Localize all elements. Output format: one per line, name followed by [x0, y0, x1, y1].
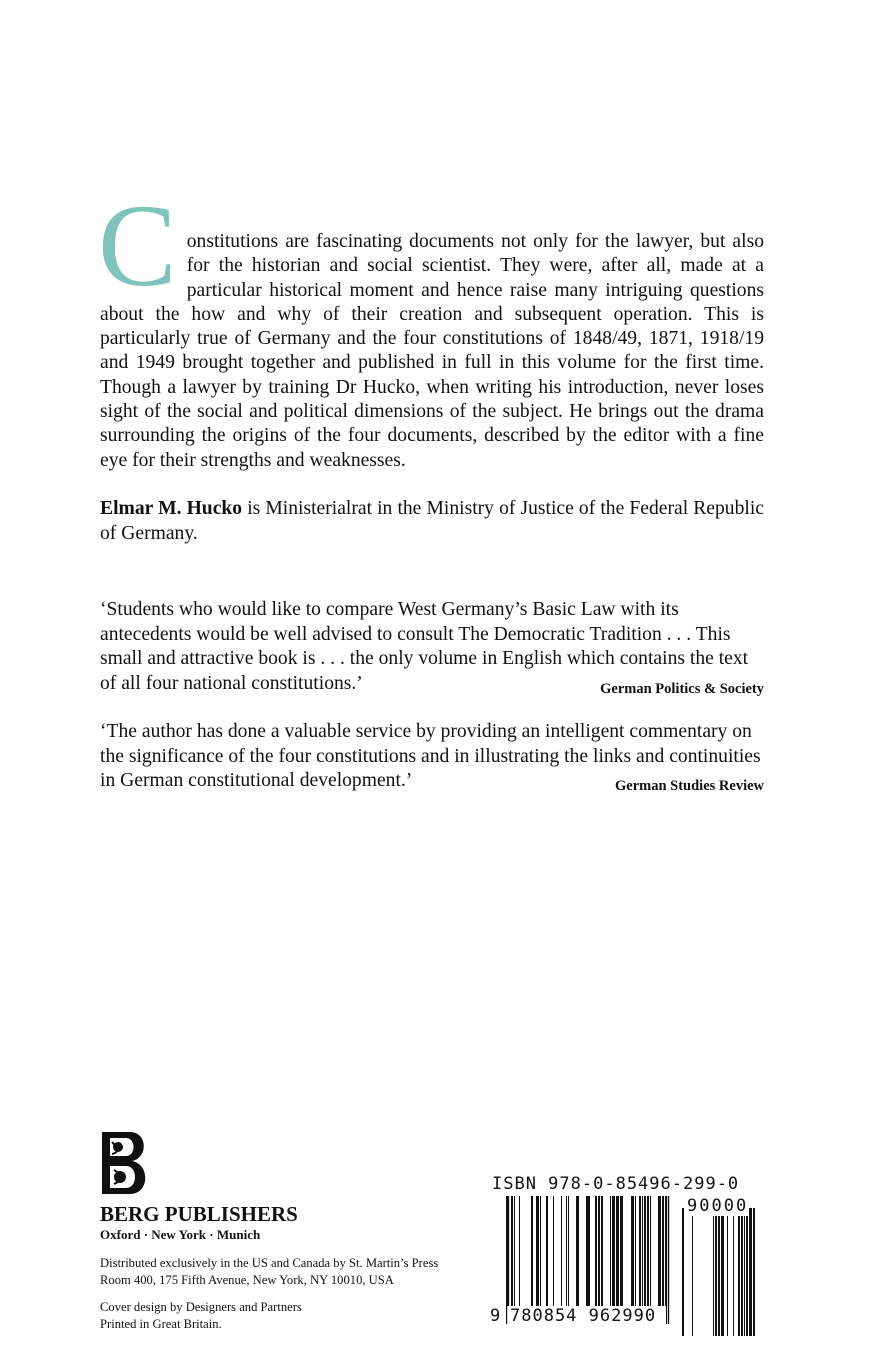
review-quote [100, 598, 764, 701]
drop-cap: C [98, 180, 177, 311]
distribution-line: Distributed exclusively in the US and Canada by St. Martin’s Press [100, 1256, 439, 1270]
cover-design-credit: Cover design by Designers and Partners [100, 1300, 302, 1314]
printed-in: Printed in Great Britain. [100, 1317, 222, 1331]
publisher-name: BERG PUBLISHERS [100, 1202, 298, 1226]
blurb-text: onstitutions are fascinating documents not only for the lawyer, but also for the historian and social scientist. They were, after all, made at a particular historical moment and hence raise many intriguing questions about the how and why of their creation and subsequent operation. This is particularly true of Germany and the four constitutions of 1848/49, 1871, 1918/19 and 1949 brought together and published in full in this volume for the first time. Though a lawyer by training Dr Hucko, when writing his introduction, never loses sight of the social and political dimensions of the subject. He brings out the drama surrounding the origins of the four documents, described by the editor with a fine eye for their strengths and weaknesses. [100, 231, 764, 471]
author-name: Elmar M. Hucko [100, 498, 243, 519]
distribution-address: Room 400, 175 Fifth Avenue, New York, NY 10010, USA [100, 1273, 394, 1287]
barcode-lead-digit: 9 [490, 1306, 501, 1326]
distribution-info [100, 1255, 438, 1289]
publisher-logo-icon [98, 1128, 152, 1198]
author-bio [100, 496, 764, 546]
review-source: German Studies Review [614, 778, 764, 795]
description-blurb [98, 180, 764, 473]
barcode-digits: 780854 962990 [510, 1306, 657, 1326]
review-quote-text: ‘Students who would like to compare West Germany’s Basic Law with its antecedents would be well advised to consult The Democratic Tradition . . . This small and attractive book is . . . the only volume in English which contains the text of all four national constitutions.’ [100, 599, 749, 694]
review-source: German Politics & Society [600, 680, 764, 697]
review-quote-text: ‘The author has done a valuable service by providing an intelligent commentary on the significance of the four constitutions and in illustrating the links and continuities in German constitutional development.’ [100, 721, 761, 792]
review-quote [100, 720, 764, 799]
isbn-label: ISBN 978-0-85496-299-0 [492, 1174, 740, 1194]
credits [100, 1299, 302, 1333]
publisher-cities: Oxford · New York · Munich [100, 1227, 261, 1242]
barcode-addon-digits: 90000 [687, 1196, 749, 1216]
author-bio-text: is Ministerialrat in the Ministry of Justice of the Federal Republic of Germany. [100, 498, 764, 544]
